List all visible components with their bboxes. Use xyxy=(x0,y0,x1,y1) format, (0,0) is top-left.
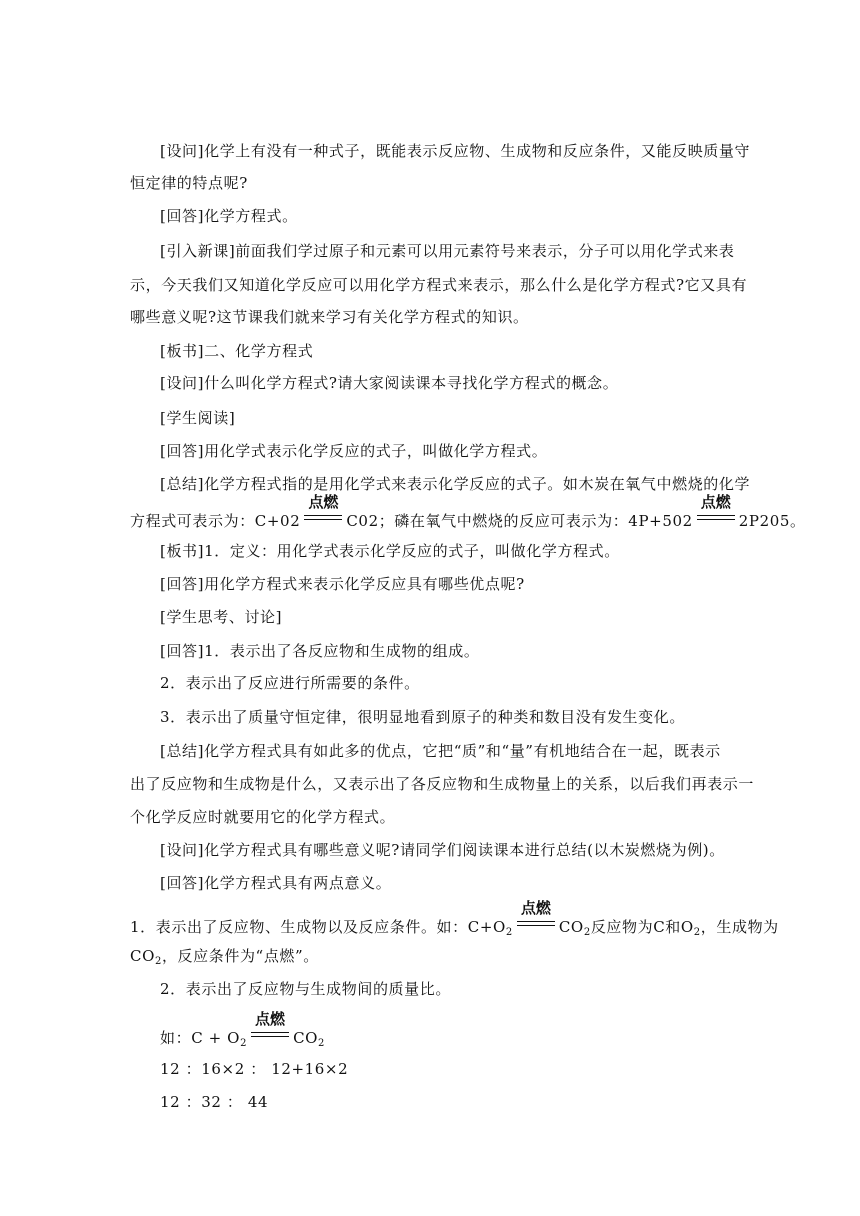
paragraph-line: [回答]化学方程式具有两点意义。 xyxy=(160,874,392,892)
paragraph-line: [设问]化学方程式具有哪些意义呢?请同学们阅读课本进行总结(以木炭燃烧为例)。 xyxy=(160,841,725,859)
equation-line: 方程式可表示为：C+02 点燃 C02；磷在氧气中燃烧的反应可表示为：4P+502 点燃 2P205。 xyxy=(130,493,806,530)
section-heading: [板书]1．定义：用化学式表示化学反应的式子，叫做化学方程式。 xyxy=(160,542,620,560)
meaning-two-line: 2．表示出了反应物与生成物间的质量比。 xyxy=(160,980,451,998)
paragraph-line: [回答]化学方程式。 xyxy=(160,207,298,225)
paragraph-line: [总结]化学方程式指的是用化学式来表示化学反应的式子。如木炭在氧气中燃烧的化学 xyxy=(160,475,751,493)
reaction-arrow: 点燃 xyxy=(515,914,557,932)
section-heading: [板书]二、化学方程式 xyxy=(160,342,314,360)
meaning-one-line: $CO_2$，反应条件为“点燃”。 xyxy=(130,947,319,967)
paragraph-line: 3．表示出了质量守恒定律，很明显地看到原子的种类和数目没有发生变化。 xyxy=(160,708,685,726)
paragraph-line: [回答]1．表示出了各反应物和生成物的组成。 xyxy=(160,642,480,660)
paragraph-line: [回答]用化学式表示化学反应的式子，叫做化学方程式。 xyxy=(160,442,548,460)
paragraph-line: [回答]用化学方程式来表示化学反应具有哪些优点呢? xyxy=(160,575,525,593)
paragraph-line: 示，今天我们又知道化学反应可以用化学方程式来表示，那么什么是化学方程式?它又具有 xyxy=(130,276,748,294)
paragraph-line: [总结]化学方程式具有如此多的优点，它把“质”和“量”有机地结合在一起，既表示 xyxy=(160,742,721,760)
paragraph-line: 哪些意义呢?这节课我们就来学习有关化学方程式的知识。 xyxy=(130,308,529,326)
reaction-arrow: 点燃 xyxy=(302,508,344,526)
paragraph-line: 2．表示出了反应进行所需要的条件。 xyxy=(160,674,420,692)
paragraph-line: [引入新课]前面我们学过原子和元素可以用元素符号来表示，分子可以用化学式来表 xyxy=(160,242,735,260)
paragraph-line: 出了反应物和生成物是什么，又表示出了各反应物和生成物量上的关系，以后我们再表示一 xyxy=(130,775,755,793)
meaning-one-line: 1．表示出了反应物、生成物以及反应条件。如：$C+O_2$ 点燃 $CO_2$反应物为C和$O_2$，生成物为 xyxy=(130,899,779,938)
paragraph-line: [设问]什么叫化学方程式?请大家阅读课本寻找化学方程式的概念。 xyxy=(160,374,619,392)
paragraph-line: [学生阅读] xyxy=(160,409,236,427)
mass-ratio-row: 12 ：16×2 ： 12+16×2 xyxy=(160,1060,349,1078)
reaction-arrow: 点燃 xyxy=(695,508,737,526)
paragraph-line: 恒定律的特点呢? xyxy=(130,174,248,192)
reaction-arrow: 点燃 xyxy=(249,1025,291,1043)
mass-ratio-equation: 如：$C + O_2$ 点燃 $CO_2$ xyxy=(160,1010,326,1049)
mass-ratio-row: 12 ：32 ： 44 xyxy=(160,1093,269,1111)
paragraph-line: [设问]化学上有没有一种式子，既能表示反应物、生成物和反应条件，又能反映质量守 xyxy=(160,142,751,160)
paragraph-line: [学生思考、讨论] xyxy=(160,608,283,626)
paragraph-line: 个化学反应时就要用它的化学方程式。 xyxy=(130,808,396,826)
